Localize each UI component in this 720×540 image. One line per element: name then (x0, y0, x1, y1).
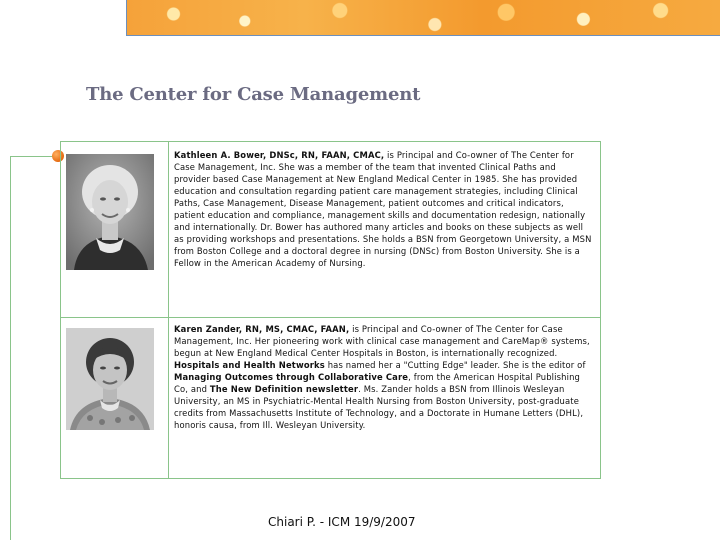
bio-text: is Principal and Co-owner of The Center for Case Management, Inc. Her pioneering work with clinical case management and CareMap® systems, begun at New England Medical Center Hospitals in Boston, is internationally recognized. (174, 324, 590, 358)
bold-publication: Managing Outcomes through Collaborative Care (174, 372, 409, 382)
left-horizontal-rule (10, 156, 56, 157)
bio-text: , from the American Hospital Publishing Co, and (174, 372, 580, 394)
bio-text: has named her a "Cutting Edge" leader. She is the editor of (324, 360, 586, 370)
portrait-karen-zander (66, 328, 154, 430)
left-vertical-rule (10, 156, 11, 540)
slide-footer: Chiari P. - ICM 19/9/2007 (268, 515, 416, 529)
table-column-divider (168, 141, 169, 479)
bold-publication: Hospitals and Health Networks (174, 360, 325, 370)
banner-edge-line (126, 0, 127, 36)
decorative-banner (126, 0, 720, 35)
slide-title: The Center for Case Management (86, 84, 421, 105)
table-row-divider (60, 317, 601, 318)
name-kathleen-bower: Kathleen A. Bower, DNSc, RN, FAAN, CMAC, (174, 150, 385, 160)
bold-publication: The New Definition newsletter (209, 384, 359, 394)
bio-karen-zander (174, 323, 594, 431)
bio-kathleen-bower (174, 149, 594, 269)
portrait-kathleen-bower (66, 154, 154, 270)
bio-text: . Ms. Zander holds a BSN from Illinois Wesleyan University, an MS in Psychiatric-Mental Health Nursing from Boston University, post-graduate credits from Massachusetts Institute of Technology, and a Doctorate in Humane Letters (DHL), honoris causa, from Ill. Wesleyan University. (174, 384, 584, 430)
banner-bottom-line (126, 35, 720, 36)
bio-text: is Principal and Co-owner of The Center for Case Management, Inc. She was a member of the team that invented Clinical Paths and provider based Case Management at New England Medical Center in 1985. She has provided education and consultation regarding patient care management strategies, including Clinical Paths, Case Management, Disease Management, patient outcomes and critical indicators, patient education and compliance, management skills and documentation redesign, nationally and internationally. Dr. Bower has authored many articles and books on these subjects as well as providing workshops and presentations. She holds a BSN from Georgetown University, a MSN from Boston College and a doctoral degree in nursing (DNSc) from Boston University. She is a Fellow in the American Academy of Nursing. (174, 150, 592, 268)
name-karen-zander: Karen Zander, RN, MS, CMAC, FAAN, (174, 324, 350, 334)
